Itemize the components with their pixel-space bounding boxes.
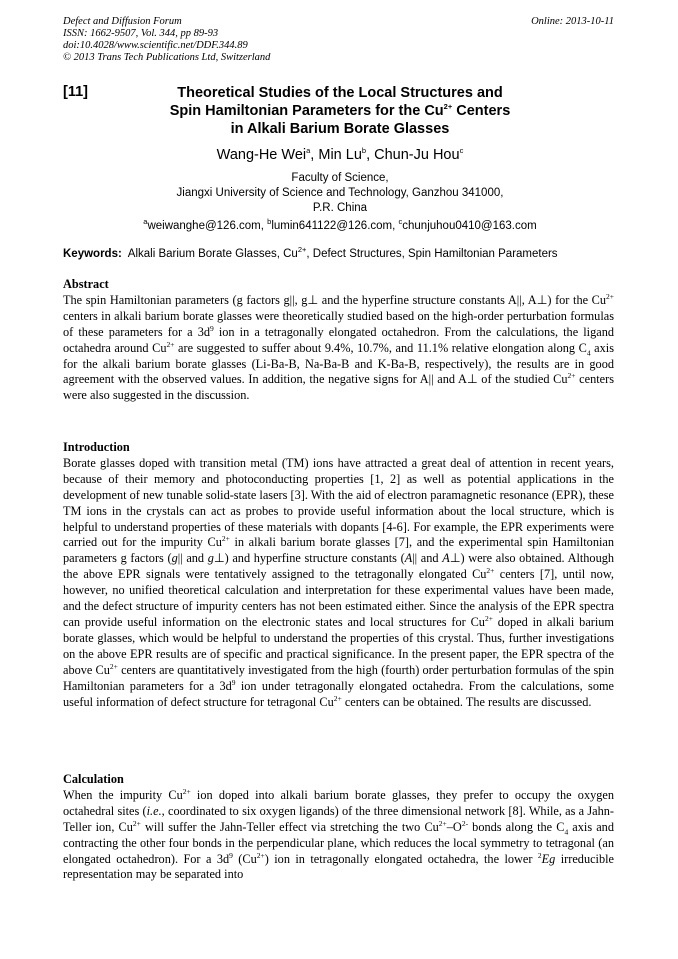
author-list: Wang-He Wei$^a$, Min Lu$^b$, Chun-Ju Hou$^c$ bbox=[216, 146, 464, 163]
online-date: Online: 2013-10-11 bbox=[531, 16, 614, 27]
author-emails: $^a$weiwanghe@126.com, $^b$lumin641122@126.com, $^c$chunjuhou0410@163.com bbox=[143, 217, 537, 232]
keywords-label: Keywords: bbox=[63, 248, 122, 260]
title-line-2: Spin Hamiltonian Parameters for the $Cu^{2+}$ Centers bbox=[169, 102, 511, 119]
calculation-section bbox=[63, 772, 614, 883]
introduction-heading: Introduction bbox=[63, 440, 130, 454]
affiliation: Faculty of Science, Jiangxi University of Science and Technology, Ganzhou 341000, P.R. China bbox=[176, 172, 504, 214]
email-link[interactable]: chunjuhou0410@163.com bbox=[402, 220, 537, 232]
abstract-heading: Abstract bbox=[63, 277, 109, 291]
introduction-section bbox=[63, 440, 614, 710]
journal-doi: doi:10.4028/www.scientific.net/DDF.344.89 bbox=[63, 40, 248, 51]
introduction-text: Borate glasses doped with transition metal (TM) ions have attracted a great deal of attention in recent years, because of their memory and photoconducting properties [1, 2] as well as potential applications in the development of new tunable solid-state lasers [3]. With the aid of electron paramagnetic resonance (EPR), these TM ions in the crystals can act as probes to provide useful information about the local structure, which is helpful to understand properties of these materials with dopants [4-6]. For example, the EPR experiments were carried out for the impurity $Cu^{2+}$ in alkali barium borate glasses [7], and the experimental spin Hamiltonian parameters g factors (g|| and g⊥) and hyperfine structure constants (A|| and A⊥) were also obtained. Although the above EPR signals were tentatively assigned to the tetragonally elongated $Cu^{2+}$ centers [7], until now, however, no unified theoretical calculation and interpretation for these experimental values have been made, and the defect structure of impurity centers has not been estimated either. Since the analysis of the EPR spectra can provide useful information on the electronic states and local structures for $Cu^{2+}$ doped in alkali barium borate glasses, which would be helpful to understand the properties of this crystal. Thus, further investigations on the above EPR results are of specific and practical significance. In the present paper, the EPR spectra of the above $Cu^{2+}$ centers are quantitatively investigated from the high (fourth) order perturbation formulas of the spin Hamiltonian parameters for a $3d^9$ ion under tetragonally elongated octahedra. From the calculations, some useful information of defect structure for tetragonal $Cu^{2+}$ centers can be obtained. The results are discussed. bbox=[63, 455, 615, 709]
title-line-1: Theoretical Studies of the Local Structures and bbox=[177, 85, 503, 101]
title-line-3: in Alkali Barium Borate Glasses bbox=[230, 121, 450, 137]
author-name: Chun-Ju Hou bbox=[374, 147, 460, 163]
email-link[interactable]: lumin641122@126.com bbox=[271, 220, 393, 232]
email-link[interactable]: weiwanghe@126.com bbox=[147, 220, 261, 232]
journal-copyright: © 2013 Trans Tech Publications Ltd, Switzerland bbox=[63, 52, 271, 63]
calculation-text: When the impurity $Cu^{2+}$ ion doped into alkali barium borate glasses, they prefer to occupy the oxygen octahedral sites (i.e., coordinated to six oxygen ligands) of the three dimensional network [8]. While, as a Jahn-Teller ion, $Cu^{2+}$ will suffer the Jahn-Teller effect via stretching the two $Cu^{2+}-O^{2-}$ bonds along the $C_4$ axis and contracting the other four bonds in the perpendicular plane, which reduces the local symmetry to tetragonal (an elongated octahedron). For a $3d^9$ $(Cu^{2+})$ ion in tetragonally elongated octahedra, the lower $^2$Eg irreducible representation may be separated into bbox=[63, 786, 614, 882]
reference-number: [11] bbox=[63, 84, 88, 100]
author-name: Wang-He Wei bbox=[216, 147, 307, 163]
journal-issn: ISSN: 1662-9507, Vol. 344, pp 89-93 bbox=[63, 28, 219, 39]
abstract-text: The spin Hamiltonian parameters (g factors g||, g⊥ and the hyperfine structure constants A||, A⊥) for the $Cu^{2+}$ centers in alkali barium borate glasses were theoretically studied based on the high-order perturbation formulas of these parameters for a $3d^9$ ion in a tetragonally elongated octahedron. From the calculations, the ligand octahedra around $Cu^{2+}$ are suggested to suffer about 9.4%, 10.7%, and 11.1% relative elongation along $C_4$ axis for the alkali barium borate glasses (Li-Ba-B, Na-Ba-B and K-Ba-B, respectively), the results are in good agreement with the observed values. In addition, the negative signs for A|| and A⊥ of the studied $Cu^{2+}$ centers were also suggested in the discussion. bbox=[63, 291, 615, 403]
journal-name: Defect and Diffusion Forum bbox=[63, 16, 182, 27]
author-name: Min Lu bbox=[318, 147, 362, 163]
paper-title bbox=[120, 84, 560, 138]
journal-info bbox=[63, 16, 270, 64]
abstract-section bbox=[63, 277, 614, 404]
calculation-heading: Calculation bbox=[63, 772, 124, 786]
keywords: Keywords: Alkali Barium Borate Glasses, $Cu^{2+}$, Defect Structures, Spin Hamiltonian Parameters bbox=[63, 245, 558, 260]
